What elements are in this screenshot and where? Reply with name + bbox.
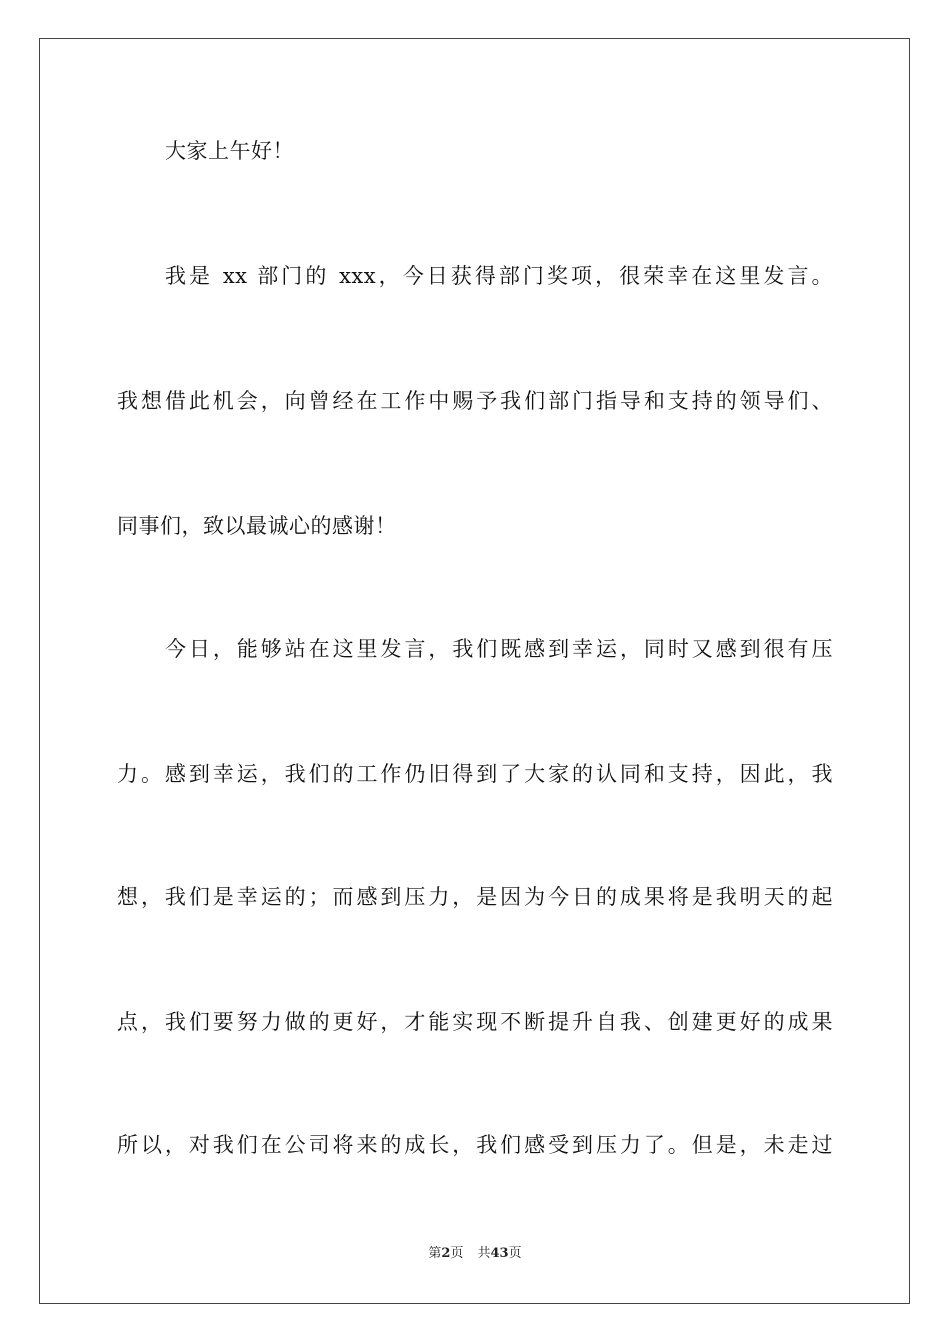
paragraph-line: 今日，能够站在这里发言，我们既感到幸运，同时又感到很有压 <box>165 637 833 661</box>
page-suffix: 页 <box>450 1246 464 1261</box>
page-border <box>39 38 910 1304</box>
paragraph-line: 点，我们要努力做的更好，才能实现不断提升自我、创建更好的成果 <box>117 1010 833 1034</box>
page-footer <box>0 1245 950 1263</box>
total-suffix: 页 <box>508 1246 522 1261</box>
total-prefix: 共 <box>477 1246 491 1261</box>
paragraph-line: 力。感到幸运，我们的工作仍旧得到了大家的认同和支持，因此，我 <box>117 762 833 786</box>
total-pages: 43 <box>490 1246 509 1261</box>
paragraph-line: 我想借此机会，向曾经在工作中赐予我们部门指导和支持的领导们、 <box>117 389 833 413</box>
paragraph-line: 我是 xx 部门的 xxx，今日获得部门奖项，很荣幸在这里发言。 <box>165 264 833 288</box>
greeting-line: 大家上午好！ <box>165 139 294 163</box>
page-prefix: 第 <box>428 1246 442 1261</box>
paragraph-line: 所以，对我们在公司将来的成长，我们感受到压力了。但是，未走过 <box>117 1133 833 1157</box>
paragraph-line: 想，我们是幸运的；而感到压力，是因为今日的成果将是我明天的起 <box>117 885 833 909</box>
page-number: 2 <box>441 1246 451 1261</box>
paragraph-line: 同事们，致以最诚心的感谢！ <box>117 514 397 538</box>
